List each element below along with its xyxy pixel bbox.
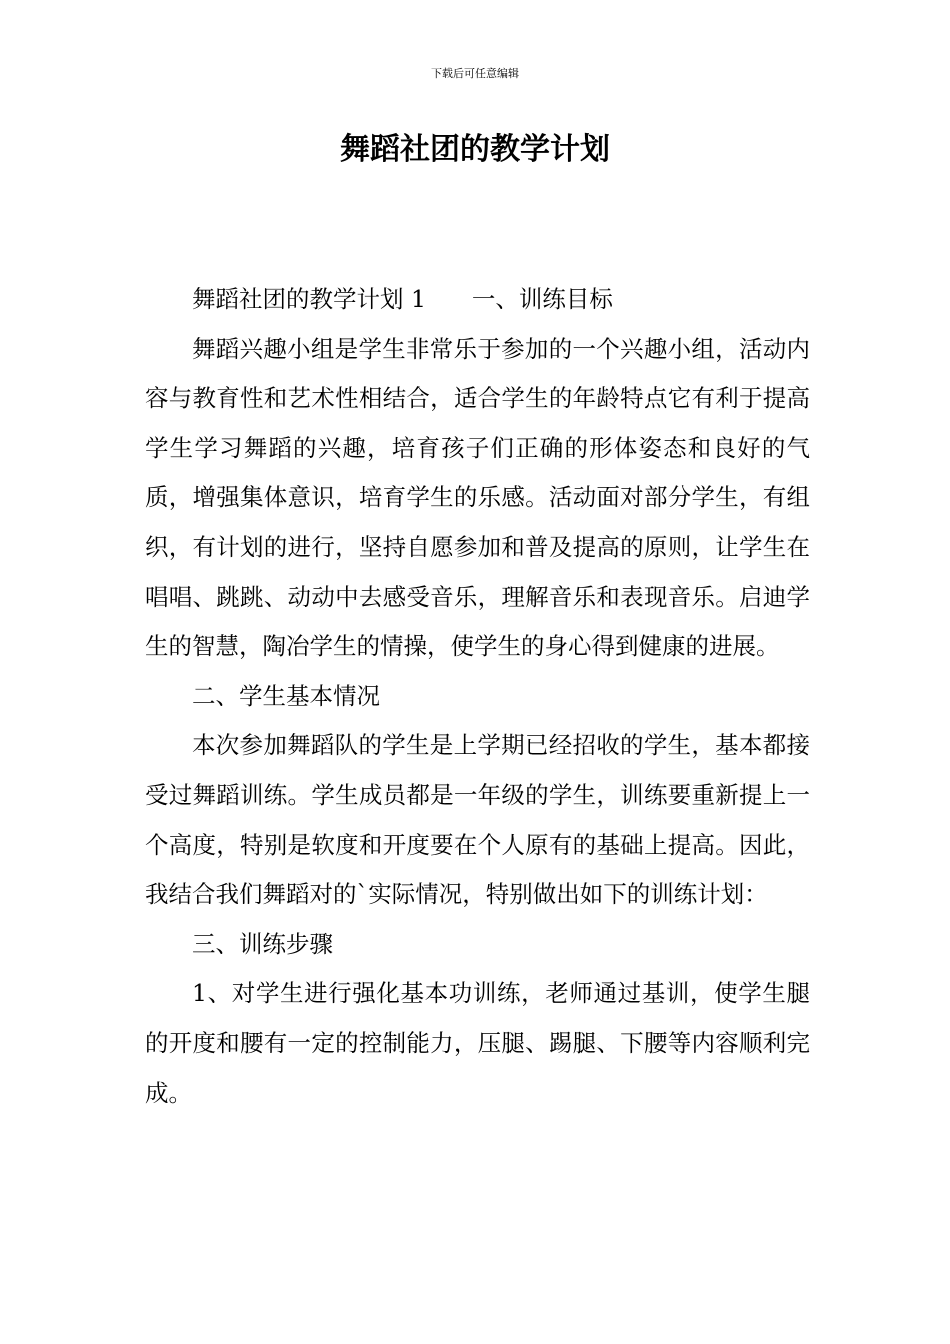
heading-student-situation: 二、学生基本情况 <box>192 681 380 710</box>
section-heading-label: 一、训练目标 <box>471 285 613 313</box>
section-heading-prefix: 舞蹈社团的教学计划 1 <box>192 285 426 313</box>
document-body <box>145 275 810 1118</box>
document-title: 舞蹈社团的教学计划 <box>340 132 610 167</box>
paragraph-training-step-1: 1、对学生进行强化基本功训练，老师通过基训，使学生腿的开度和腰有一定的控制能力，压腿、踢腿、下腰等内容顺利完成。 <box>145 979 810 1107</box>
paragraph-training-goal: 舞蹈兴趣小组是学生非常乐于参加的一个兴趣小组，活动内容与教育性和艺术性相结合，适合学生的年龄特点它有利于提高学生学习舞蹈的兴趣，培育孩子们正确的形体姿态和良好的气质，增强集体意识，培育学生的乐感。活动面对部分学生，有组织，有计划的进行，坚持自愿参加和普及提高的原则，让学生在唱唱、跳跳、动动中去感受音乐，理解音乐和表现音乐。启迪学生的智慧，陶冶学生的情操，使学生的身心得到健康的进展。 <box>145 334 810 661</box>
section-heading <box>145 275 810 325</box>
header-note: 下载后可任意编辑 <box>431 67 519 80</box>
paragraph-student-situation: 本次参加舞蹈队的学生是上学期已经招收的学生，基本都接受过舞蹈训练。学生成员都是一年级的学生，训练要重新提上一个高度，特别是软度和开度要在个人原有的基础上提高。因此，我结合我们舞蹈对的`实际情况，特别做出如下的训练计划： <box>145 731 810 909</box>
heading-training-steps: 三、训练步骤 <box>192 929 333 958</box>
